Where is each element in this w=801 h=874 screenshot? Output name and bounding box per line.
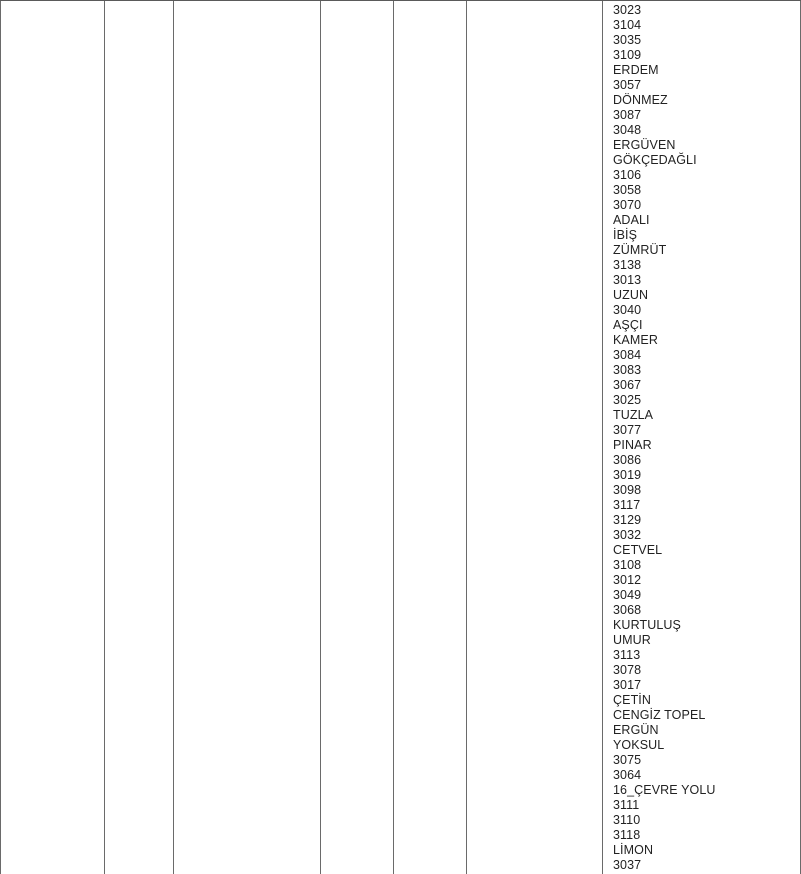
street-list-item: GÖKÇEDAĞLI: [613, 153, 697, 167]
street-list-item: 3048: [613, 123, 642, 137]
street-list-item: 3017: [613, 678, 642, 692]
street-list-item: UMUR: [613, 633, 651, 647]
table-column-3: [173, 1, 320, 874]
street-list-item: 3138: [613, 258, 642, 272]
street-list-item: 3106: [613, 168, 642, 182]
street-list-item: 3035: [613, 33, 642, 47]
street-list-item: AŞÇI: [613, 318, 643, 332]
street-list-item: 3108: [613, 558, 642, 572]
street-list-item: 3012: [613, 573, 642, 587]
street-list-item: YOKSUL: [613, 738, 665, 752]
street-list-item: 3023: [613, 3, 642, 17]
street-list-item: PINAR: [613, 438, 652, 452]
street-list-item: 3086: [613, 453, 642, 467]
street-list-item: TUZLA: [613, 408, 654, 422]
street-list-item: 3078: [613, 663, 642, 677]
street-list-item: CETVEL: [613, 543, 663, 557]
street-list-item: 3032: [613, 528, 642, 542]
street-list-item: 3077: [613, 423, 642, 437]
street-list-item: 3075: [613, 753, 642, 767]
street-list-item: 3084: [613, 348, 642, 362]
street-list-item: 3040: [613, 303, 642, 317]
street-list-item: 3057: [613, 78, 642, 92]
street-list-item: ÇETİN: [613, 693, 651, 707]
street-list-item: 3118: [613, 828, 641, 842]
street-list-item: 3025: [613, 393, 642, 407]
street-list-item: 3058: [613, 183, 642, 197]
street-list-item: 3104: [613, 18, 642, 32]
table-column-2: [104, 1, 173, 874]
street-list-item: 3117: [613, 498, 641, 512]
street-list-item: 3019: [613, 468, 642, 482]
street-list-item: UZUN: [613, 288, 649, 302]
street-list-item: 3113: [613, 648, 641, 662]
street-list-item: 3109: [613, 48, 642, 62]
street-list-item: 3087: [613, 108, 642, 122]
street-list-item: ERGÜVEN: [613, 138, 676, 152]
street-list-item: İBİŞ: [613, 228, 638, 242]
table-column-streets: [602, 1, 801, 874]
street-list-item: 3070: [613, 198, 642, 212]
street-list-item: LİMON: [613, 843, 654, 857]
street-list-item: 3083: [613, 363, 642, 377]
street-list-item: 3110: [613, 813, 641, 827]
street-list-item: 3049: [613, 588, 642, 602]
street-list-item: KURTULUŞ: [613, 618, 681, 632]
street-list-item: ZÜMRÜT: [613, 243, 667, 257]
street-list-item: 16_ÇEVRE YOLU: [613, 783, 716, 797]
street-list-item: 3098: [613, 483, 642, 497]
street-list-item: 3013: [613, 273, 642, 287]
street-list-item: 3037: [613, 858, 642, 872]
street-list-item: CENGİZ TOPEL: [613, 708, 706, 722]
table-column-5: [393, 1, 466, 874]
street-list-item: 3129: [613, 513, 642, 527]
street-list-item: DÖNMEZ: [613, 93, 668, 107]
street-list-item: ADALI: [613, 213, 650, 227]
street-list-item: 3064: [613, 768, 642, 782]
street-list-item: ERGÜN: [613, 723, 659, 737]
table-column-6: [466, 1, 602, 874]
street-list: [603, 1, 800, 873]
street-list-item: ERDEM: [613, 63, 659, 77]
street-list-item: KAMER: [613, 333, 658, 347]
street-list-item: 3067: [613, 378, 642, 392]
table-column-4: [320, 1, 393, 874]
table-column-1: [0, 1, 104, 874]
street-list-item: 3111: [613, 798, 640, 812]
street-list-item: 3068: [613, 603, 642, 617]
